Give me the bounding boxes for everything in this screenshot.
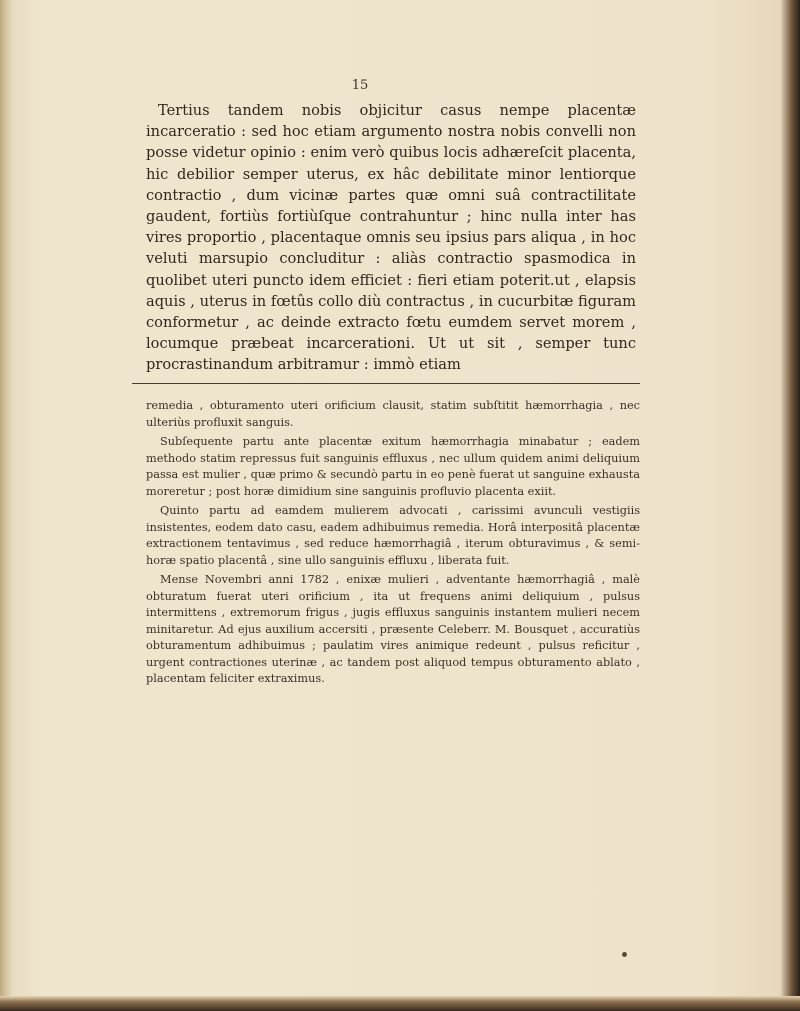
- ink-spot: [622, 952, 627, 957]
- page-number: 15: [351, 78, 369, 93]
- footnote-paragraph: Mense Novembri anni 1782 , enixæ mulieri , adventante hæmorrhagiâ , malè obturatum fuerat uteri orificium , ita ut frequens animi deliquium , pulsus intermittens , extremorum frigus , jugis effluxus sanguinis instantem mulieri necem minitaretur. Ad ejus auxilium accersiti , præsente Celeberr. M. Bousquet , accuratiùs obturamentum adhibuimus ; paulatim vires animique redeunt , pulsus reficitur , urgent contractiones uterinæ , ac tandem post aliquod tempus obturamento ablato , placentam feliciter extraximus.: [146, 573, 640, 685]
- page-gutter: [0, 0, 12, 1011]
- main-body-text: [146, 100, 636, 376]
- footnote-paragraph: remedia , obturamento uteri orificium clausit, statim subſtitit hæmorrhagia , nec ulteriùs profluxit sanguis.: [146, 399, 640, 429]
- footnote-paragraph: Subſequente partu ante placentæ exitum hæmorrhagia minabatur ; eadem methodo statim repressus fuit sanguinis effluxus , nec ullum quidem animi deliquium passa est mulier , quæ primo & secundò partu in eo penè fuerat ut sanguine exhausta moreretur ; post horæ dimidium sine sanguinis profluvio placenta exiit.: [146, 435, 640, 498]
- footnote-block: [146, 398, 640, 691]
- page-bottom-edge: [0, 996, 800, 1011]
- main-paragraph: Tertius tandem nobis objicitur casus nempe placentæ incarceratio : sed hoc etiam argumento nostra nobis convelli non posse videtur opinio : enim verò quibus locis adhæreſcit placenta, hic debilior semper uterus, ex hâc debilitate minor lentiorque contractio , dum vicinæ partes quæ omni suâ contractilitate gaudent, fortiùs fortiùſque contrahuntur ; hinc nulla inter has vires proportio , placentaque omnis seu ipsius pars aliqua , in hoc veluti marsupio concluditur : aliàs contractio spasmodica in quolibet uteri puncto idem efficiet : fieri etiam poterit.ut , elapsis aquis , uterus in fœtûs collo diù contractus , in cucurbitæ figuram conformetur , ac deinde extracto fœtu eumdem servet morem , locumque præbeat incarcerationi. Ut ut sit , semper tunc procrastinandum arbitramur : immò etiam: [146, 102, 636, 374]
- footnote-separator-rule: [132, 383, 640, 384]
- footnote-paragraph: Quinto partu ad eamdem mulierem advocati , carissimi avunculi vestigiis insistentes, eodem dato casu, eadem adhibuimus remedia. Horâ interpositâ placentæ extractionem tentavimus , sed reduce hæmorrhagiâ , iterum obturavimus , & semi-horæ spatio placentâ , sine ullo sanguinis effluxu , liberata fuit.: [146, 504, 640, 567]
